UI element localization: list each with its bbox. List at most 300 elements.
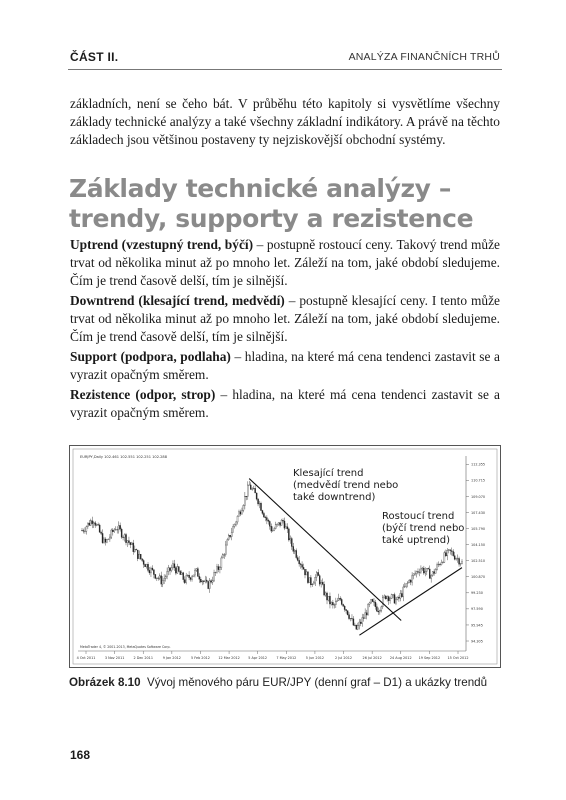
candle-body bbox=[435, 569, 436, 573]
candle-body bbox=[281, 520, 282, 525]
candle-body bbox=[215, 572, 216, 573]
candle-body bbox=[390, 598, 391, 600]
candle-body bbox=[114, 530, 115, 532]
candle-body bbox=[366, 613, 367, 615]
candle-body bbox=[394, 595, 395, 604]
candle-body bbox=[315, 577, 316, 583]
candle-body bbox=[238, 512, 239, 516]
candle-body bbox=[312, 584, 313, 585]
candle-body bbox=[360, 622, 361, 624]
candle-body bbox=[96, 524, 97, 525]
annotation-uptrend-line2: (býčí trend nebo bbox=[382, 523, 465, 534]
candle-body bbox=[130, 543, 131, 545]
candle-body bbox=[93, 523, 94, 524]
candle-body bbox=[131, 543, 132, 545]
candle-body bbox=[356, 625, 357, 629]
candle-body bbox=[428, 568, 429, 569]
candle-body bbox=[376, 607, 377, 611]
candle-body bbox=[117, 530, 118, 531]
candle-body bbox=[89, 523, 90, 525]
annotation-uptrend-line1: Rostoucí trend bbox=[382, 511, 455, 522]
candle-body bbox=[445, 553, 446, 556]
candle-body bbox=[225, 545, 226, 555]
candle-body bbox=[140, 554, 141, 559]
candle-body bbox=[121, 529, 122, 537]
candle-body bbox=[190, 578, 191, 580]
candle-body bbox=[256, 493, 257, 499]
candle-body bbox=[152, 568, 153, 570]
candle-body bbox=[398, 597, 399, 598]
price-tick-label: 94.305 bbox=[471, 639, 483, 644]
candle-body bbox=[324, 584, 325, 595]
candle-body bbox=[147, 564, 148, 570]
candle-body bbox=[145, 564, 146, 566]
candle-body bbox=[136, 549, 137, 550]
candle-body bbox=[384, 596, 385, 597]
candle-body bbox=[442, 562, 443, 563]
candle-body bbox=[340, 598, 341, 599]
candle-body bbox=[103, 539, 104, 543]
figure-caption-label: Obrázek 8.10 bbox=[69, 676, 141, 689]
candle-body bbox=[437, 565, 438, 570]
candle-body bbox=[346, 610, 347, 611]
candle-body bbox=[296, 550, 297, 557]
candle-body bbox=[115, 530, 116, 531]
candle-body bbox=[181, 573, 182, 575]
time-tick-label: 4 Oct 2011 bbox=[76, 656, 96, 660]
candle-body bbox=[227, 540, 228, 545]
candle-body bbox=[259, 503, 260, 504]
chart-header-label: EURJPY,Daily 102.461 102.551 102.251 102.288 bbox=[80, 455, 167, 459]
candle-body bbox=[353, 619, 354, 625]
time-tick-label: 7 May 2012 bbox=[276, 656, 297, 660]
chart-background bbox=[73, 449, 497, 664]
time-tick-label: 5 Apr 2012 bbox=[248, 656, 268, 660]
candle-body bbox=[344, 606, 345, 609]
candle-body bbox=[211, 581, 212, 583]
candle-body bbox=[208, 581, 209, 588]
candle-body bbox=[304, 569, 305, 575]
candle-body bbox=[266, 518, 267, 521]
candle-body bbox=[83, 531, 84, 532]
candle-body bbox=[197, 569, 198, 577]
price-tick-label: 97.590 bbox=[471, 607, 483, 612]
candle-body bbox=[111, 530, 112, 537]
candle-body bbox=[258, 499, 259, 504]
time-tick-label: 19 Sep 2012 bbox=[418, 656, 441, 660]
candle-body bbox=[456, 559, 457, 560]
candle-body bbox=[118, 525, 119, 529]
candle-body bbox=[221, 558, 222, 568]
candle-body bbox=[429, 569, 430, 578]
candle-body bbox=[167, 572, 168, 577]
candle-body bbox=[206, 580, 207, 581]
price-tick-label: 110.715 bbox=[471, 478, 486, 483]
candle-body bbox=[363, 618, 364, 619]
annotation-downtrend-line1: Klesající trend bbox=[293, 468, 364, 479]
candle-body bbox=[275, 525, 276, 529]
candle-body bbox=[425, 571, 426, 573]
candle-body bbox=[228, 535, 229, 539]
candle-body bbox=[412, 576, 413, 583]
candle-body bbox=[373, 602, 374, 603]
candle-body bbox=[125, 534, 126, 542]
candle-body bbox=[381, 607, 382, 611]
candle-body bbox=[322, 582, 323, 584]
candle-body bbox=[101, 532, 102, 533]
candle-body bbox=[369, 603, 370, 604]
candle-body bbox=[246, 496, 247, 497]
candle-body bbox=[243, 506, 244, 511]
candle-body bbox=[332, 602, 333, 605]
candle-body bbox=[420, 569, 421, 572]
candle-body bbox=[237, 516, 238, 522]
candle-body bbox=[354, 625, 355, 626]
candle-body bbox=[219, 568, 220, 570]
candle-body bbox=[441, 562, 442, 564]
candle-body bbox=[216, 567, 217, 573]
candle-body bbox=[187, 575, 188, 576]
candle-body bbox=[146, 564, 147, 567]
candle-body bbox=[290, 539, 291, 540]
figure-caption bbox=[69, 676, 487, 689]
candle-body bbox=[233, 526, 234, 532]
candle-body bbox=[300, 564, 301, 565]
candle-body bbox=[231, 532, 232, 536]
candle-body bbox=[218, 567, 219, 570]
time-tick-label: 12 Mar 2012 bbox=[218, 656, 240, 660]
candle-body bbox=[200, 579, 201, 582]
candle-body bbox=[348, 615, 349, 619]
definition-uptrend bbox=[70, 236, 500, 291]
candle-body bbox=[161, 576, 162, 584]
candle-body bbox=[171, 568, 172, 571]
candle-body bbox=[123, 537, 124, 538]
candle-body bbox=[413, 574, 414, 576]
candle-body bbox=[397, 597, 398, 599]
candle-body bbox=[260, 503, 261, 510]
candle-body bbox=[357, 626, 358, 630]
candle-body bbox=[447, 550, 448, 556]
candle-body bbox=[272, 530, 273, 531]
candle-body bbox=[459, 558, 460, 564]
candle-body bbox=[128, 541, 129, 543]
candle-body bbox=[385, 596, 386, 599]
candle-body bbox=[434, 572, 435, 574]
candle-body bbox=[280, 523, 281, 526]
candle-body bbox=[359, 622, 360, 626]
candle-body bbox=[137, 550, 138, 559]
candle-body bbox=[203, 581, 204, 582]
annotation-downtrend-line3: také downtrend) bbox=[293, 492, 376, 503]
candle-body bbox=[202, 581, 203, 582]
candle-body bbox=[278, 523, 279, 525]
candle-body bbox=[156, 578, 157, 579]
candle-body bbox=[212, 581, 213, 582]
candle-body bbox=[403, 587, 404, 597]
candle-body bbox=[362, 618, 363, 624]
price-tick-label: 104.150 bbox=[471, 542, 486, 547]
candle-body bbox=[244, 496, 245, 505]
candle-body bbox=[438, 564, 439, 565]
candle-body bbox=[209, 581, 210, 589]
candle-body bbox=[326, 593, 327, 600]
candle-body bbox=[410, 580, 411, 582]
candle-body bbox=[307, 572, 308, 583]
section-title: Základy technické analýzy – trendy, supporty a rezistence bbox=[69, 174, 474, 233]
candle-body bbox=[155, 574, 156, 578]
candle-body bbox=[222, 555, 223, 558]
time-tick-label: 2 Jul 2012 bbox=[335, 656, 353, 660]
candle-body bbox=[84, 531, 85, 532]
candle-body bbox=[105, 539, 106, 542]
candle-body bbox=[404, 587, 405, 588]
candle-body bbox=[388, 597, 389, 601]
candle-body bbox=[419, 572, 420, 573]
candle-body bbox=[293, 546, 294, 551]
candle-body bbox=[321, 582, 322, 584]
time-tick-label: 5 Feb 2012 bbox=[190, 656, 210, 660]
candle-body bbox=[252, 489, 253, 490]
candle-body bbox=[334, 605, 335, 606]
candle-body bbox=[309, 578, 310, 583]
candle-body bbox=[306, 572, 307, 575]
candle-body bbox=[347, 611, 348, 615]
candle-body bbox=[158, 578, 159, 579]
header-part: ČÁST II. bbox=[70, 50, 119, 64]
candle-body bbox=[422, 568, 423, 569]
candle-body bbox=[329, 596, 330, 604]
time-tick-label: 5 Jun 2012 bbox=[305, 656, 325, 660]
definition-text: – postupně rostoucí ceny. Takový trend může trvat od několika minut až po mnoho let. Záleží na tom, jaké období sledujeme. Čím je trend časově delší, tím je silnější. bbox=[70, 237, 500, 289]
candle-body bbox=[406, 583, 407, 586]
candle-body bbox=[350, 618, 351, 619]
candle-body bbox=[86, 527, 87, 531]
candle-body bbox=[439, 564, 440, 565]
candle-body bbox=[120, 525, 121, 529]
candle-body bbox=[177, 567, 178, 573]
candle-body bbox=[274, 529, 275, 531]
candle-body bbox=[127, 541, 128, 543]
candle-body bbox=[92, 521, 93, 524]
candle-body bbox=[124, 534, 125, 537]
candle-body bbox=[407, 583, 408, 584]
intro-paragraph: základních, není se čeho bát. V průběhu této kapitoly si vysvětlíme všechny základy technické analýzy a také všechny základní indikátory. A právě na těchto základech jsou většinou postaveny ty nejziskovější obchodní systémy. bbox=[70, 96, 500, 148]
candle-body bbox=[319, 576, 320, 585]
candle-body bbox=[372, 599, 373, 601]
candle-body bbox=[299, 560, 300, 564]
candle-body bbox=[282, 520, 283, 521]
time-tick-label: 26 Jul 2012 bbox=[362, 656, 382, 660]
candle-body bbox=[183, 573, 184, 580]
candle-body bbox=[108, 539, 109, 540]
candle-body bbox=[331, 602, 332, 604]
candle-body bbox=[401, 593, 402, 596]
price-tick-label: 100.870 bbox=[471, 575, 486, 580]
candle-body bbox=[368, 604, 369, 615]
candle-body bbox=[133, 543, 134, 552]
candle-body bbox=[288, 529, 289, 540]
candle-body bbox=[391, 595, 392, 599]
candle-body bbox=[454, 556, 455, 560]
candle-body bbox=[109, 537, 110, 539]
candle-body bbox=[318, 572, 319, 575]
candle-body bbox=[153, 570, 154, 575]
time-tick-label: 9 Jan 2012 bbox=[162, 656, 181, 660]
candle-body bbox=[395, 599, 396, 603]
candle-body bbox=[426, 568, 427, 571]
candle-body bbox=[172, 564, 173, 568]
definition-term: Rezistence (odpor, strop) bbox=[70, 387, 216, 402]
candle-body bbox=[416, 571, 417, 573]
candle-body bbox=[285, 527, 286, 528]
candle-body bbox=[335, 601, 336, 604]
candle-body bbox=[313, 583, 314, 584]
candle-body bbox=[199, 576, 200, 579]
candle-body bbox=[168, 568, 169, 572]
candle-body bbox=[338, 598, 339, 600]
candle-body bbox=[302, 565, 303, 568]
candle-body bbox=[189, 575, 190, 578]
page-number: 168 bbox=[70, 748, 91, 762]
candle-body bbox=[387, 597, 388, 599]
definition-support bbox=[70, 348, 500, 384]
candle-body bbox=[224, 555, 225, 556]
candle-body bbox=[180, 571, 181, 574]
definition-text: – hladina, na které má cena tendenci zastavit se a vyrazit opačným směrem. bbox=[70, 349, 501, 383]
candle-body bbox=[150, 568, 151, 573]
candle-body bbox=[139, 554, 140, 559]
candle-body bbox=[448, 550, 449, 551]
candle-body bbox=[375, 602, 376, 606]
header-section: ANALÝZA FINANČNÍCH TRHŮ bbox=[348, 51, 500, 63]
candle-body bbox=[316, 572, 317, 577]
candle-body bbox=[236, 522, 237, 524]
chart-footer-label: MetaTrader 4, © 2001-2013, MetaQuotes Software Corp. bbox=[80, 645, 171, 649]
price-tick-label: 107.430 bbox=[471, 510, 486, 515]
candle-body bbox=[343, 604, 344, 606]
time-tick-label: 24 Aug 2012 bbox=[389, 656, 412, 660]
candle-body bbox=[431, 575, 432, 578]
candle-body bbox=[450, 550, 451, 551]
candle-body bbox=[193, 575, 194, 577]
candle-body bbox=[241, 510, 242, 514]
candle-body bbox=[451, 551, 452, 552]
definition-term: Support (podpora, podlaha) bbox=[70, 349, 231, 364]
candle-body bbox=[247, 485, 248, 496]
candle-body bbox=[297, 558, 298, 561]
candle-body bbox=[409, 580, 410, 582]
candle-body bbox=[99, 525, 100, 532]
candle-body bbox=[310, 578, 311, 585]
candle-body bbox=[379, 611, 380, 612]
candle-body bbox=[169, 568, 170, 571]
candle-body bbox=[287, 527, 288, 529]
candle-body bbox=[337, 601, 338, 602]
candle-body bbox=[265, 517, 266, 518]
candle-body bbox=[106, 539, 107, 542]
candle-body bbox=[159, 576, 160, 579]
candle-body bbox=[268, 520, 269, 521]
candle-body bbox=[457, 558, 458, 559]
candle-body bbox=[328, 596, 329, 600]
candle-body bbox=[262, 511, 263, 514]
figure-caption-text: Vývoj měnového páru EUR/JPY (denní graf – D1) a ukázky trendů bbox=[140, 676, 488, 689]
definition-term: Uptrend (vzestupný trend, býčí) bbox=[70, 237, 254, 252]
candle-body bbox=[423, 568, 424, 573]
candle-body bbox=[234, 524, 235, 526]
candle-body bbox=[90, 521, 91, 525]
candle-body bbox=[186, 576, 187, 583]
candle-body bbox=[250, 485, 251, 490]
candle-body bbox=[142, 559, 143, 561]
candle-body bbox=[95, 523, 96, 526]
candle-body bbox=[255, 488, 256, 493]
candle-body bbox=[87, 523, 88, 527]
candle-body bbox=[400, 593, 401, 598]
candle-body bbox=[230, 535, 231, 536]
candle-body bbox=[415, 574, 416, 575]
candle-body bbox=[291, 539, 292, 547]
price-tick-label: 102.510 bbox=[471, 558, 486, 563]
candle-body bbox=[269, 521, 270, 526]
price-tick-label: 105.790 bbox=[471, 526, 486, 531]
candle-body bbox=[81, 530, 82, 531]
definition-text: – hladina, na které má cena tendenci zastavit se a vyrazit opačným směrem. bbox=[70, 387, 500, 421]
time-tick-label: 3 Nov 2011 bbox=[104, 656, 125, 660]
definition-term: Downtrend (klesající trend, medvědí) bbox=[70, 293, 285, 308]
candle-body bbox=[178, 567, 179, 572]
candle-body bbox=[194, 570, 195, 575]
candle-body bbox=[213, 573, 214, 581]
candle-body bbox=[134, 549, 135, 551]
candle-body bbox=[249, 485, 250, 486]
candle-body bbox=[303, 567, 304, 569]
candle-body bbox=[196, 569, 197, 571]
candle-body bbox=[112, 530, 113, 532]
candle-body bbox=[164, 578, 165, 580]
candle-body bbox=[240, 512, 241, 514]
candle-body bbox=[143, 560, 144, 564]
candle-body bbox=[417, 571, 418, 572]
definition-resistance bbox=[70, 386, 500, 422]
candle-body bbox=[461, 561, 462, 563]
price-tick-label: 109.070 bbox=[471, 494, 486, 499]
candle-body bbox=[149, 570, 150, 573]
candle-body bbox=[365, 613, 366, 619]
candle-body bbox=[444, 553, 445, 562]
price-tick-label: 99.230 bbox=[471, 591, 483, 596]
annotation-uptrend-line3: také uptrend) bbox=[382, 535, 451, 546]
candle-body bbox=[392, 595, 393, 596]
candle-body bbox=[453, 551, 454, 555]
candle-body bbox=[351, 618, 352, 619]
candle-body bbox=[174, 564, 175, 568]
definition-downtrend bbox=[70, 292, 500, 347]
candle-body bbox=[378, 611, 379, 612]
candle-body bbox=[175, 568, 176, 573]
annotation-downtrend-line2: (medvědí trend nebo bbox=[293, 480, 399, 491]
candle-body bbox=[184, 580, 185, 583]
candle-body bbox=[253, 488, 254, 489]
figure-frame bbox=[69, 445, 501, 668]
candle-body bbox=[277, 524, 278, 525]
candle-body bbox=[370, 599, 371, 603]
candle-body bbox=[271, 526, 272, 531]
price-tick-label: 95.945 bbox=[471, 623, 483, 628]
candle-body bbox=[98, 524, 99, 525]
candle-body bbox=[162, 580, 163, 584]
